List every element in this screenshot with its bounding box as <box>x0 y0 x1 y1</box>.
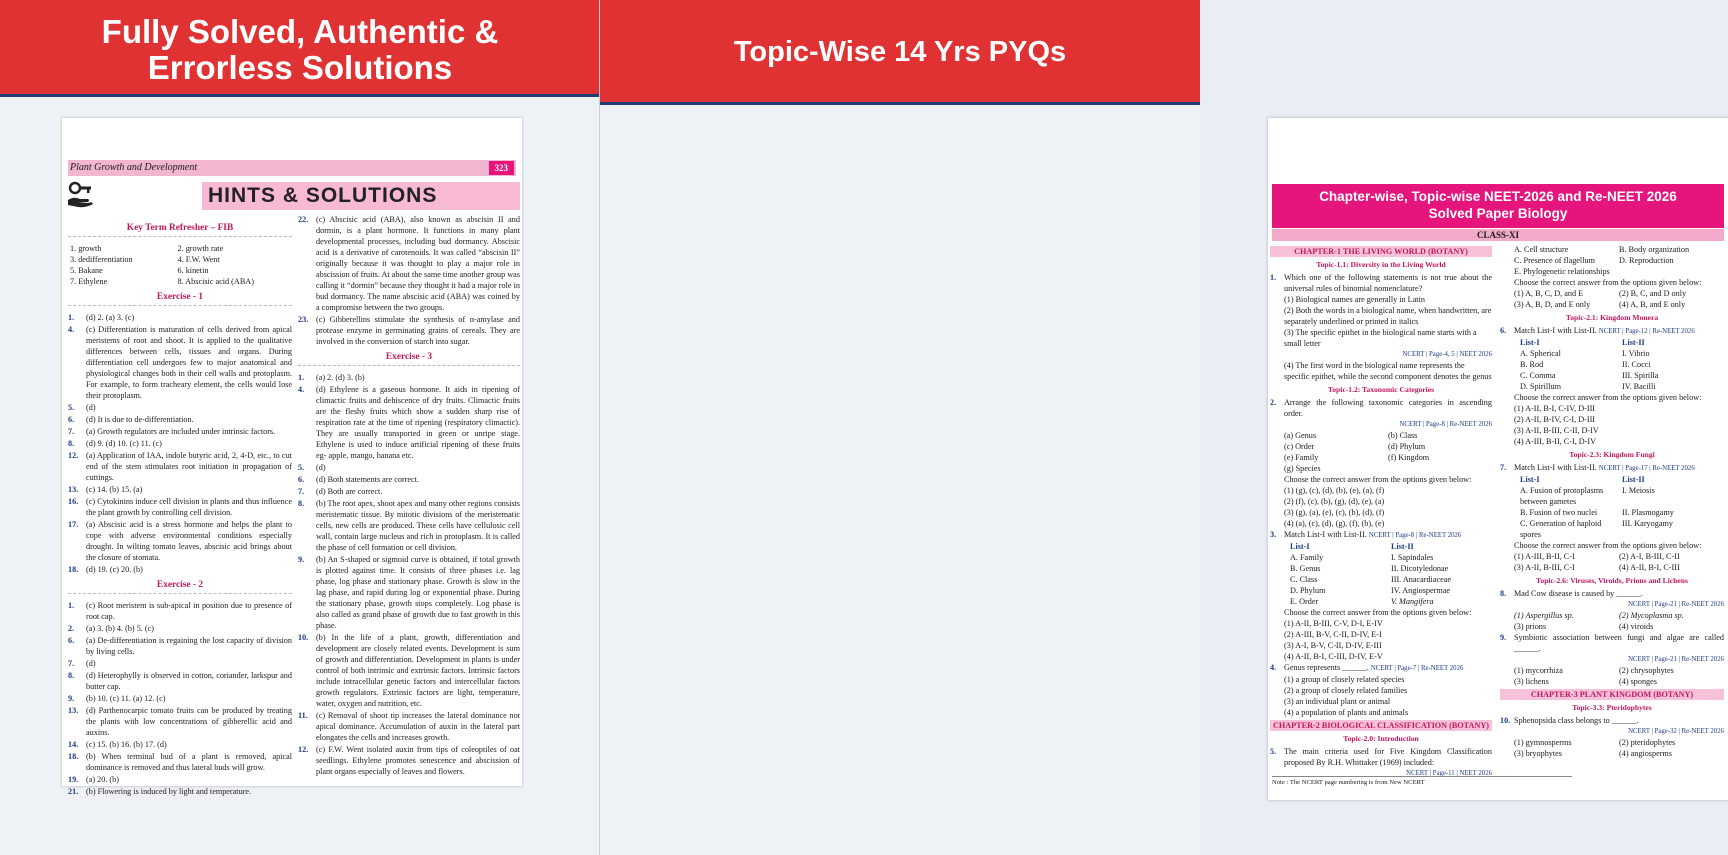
question-4: 4. Genus represents ______. NCERT | Page-7 | Re-NEET 2026 <box>1270 663 1464 672</box>
answer-text: (c) Removal of shoot tip increases the lateral dominance not apical dominance. Accumulation of auxin in the lateral part elongates the cells and increases growth. <box>316 711 520 742</box>
answer-text: (d) It is due to de-differentiation. <box>86 415 194 424</box>
answer-text: (d) Parthenocarpic tomato fruits can be produced by treating the plants with low concentrations of gibberellic acid and auxins. <box>86 706 292 737</box>
fib-answers <box>68 243 292 287</box>
q7-row: C. Generation of haploid spores III. Karyogamy <box>1520 519 1673 539</box>
q3-row: C. Class III. Anacardiaceae <box>1290 575 1451 584</box>
q2-reference: NCERT | Page-8 | Re-NEET 2026 <box>1399 421 1492 428</box>
answer-number: 9. <box>68 694 75 703</box>
q4-option-1: (1) a group of closely related species <box>1284 675 1405 684</box>
q6-option-3: (3) A-II, B-III, C-II, D-IV <box>1514 426 1599 435</box>
q10-reference: NCERT | Page-32 | Re-NEET 2026 <box>1628 728 1724 735</box>
q5-statements: A. Cell structure B. Body organization C. Presence of flagellum D. Reproduction E. Phylogenetic relationships <box>1514 245 1690 276</box>
answer-text: (c) Abscisic acid (ABA), also known as abscisin II and dormin, is a plant hormone. It functions in many plant developmental processes, including bud dormancy. Abscisic acid is a derivative of carotenoids. It was called “abscisin II” originally because it was thought to play a major role in abscission of fruits. At about the same time another group was calling it “dormin” because they thought it had a major role in bud dormancy. The name abscisic acid (ABA) was coined by a compromise between the two groups. <box>316 215 520 312</box>
answer-item <box>68 774 292 785</box>
q3-option-4: (4) A-II, B-I, C-III, D-IV, E-V <box>1284 652 1383 661</box>
answer-text: (c) Root meristem is sub-apical in position due to presence of root cap. <box>86 601 292 621</box>
answer-text: (d) <box>86 403 96 412</box>
section-exercise-2-heading: Exercise - 2 <box>68 580 292 594</box>
fib-item: 5. Bakane <box>70 266 103 275</box>
q8-reference: NCERT | Page-21 | Re-NEET 2026 <box>1628 601 1724 608</box>
answer-item <box>68 484 292 495</box>
paper-column-1 <box>1270 244 1492 779</box>
topic-1-2-heading: Topic-1.2: Taxonomic Categories <box>1327 385 1435 394</box>
fib-item: 1. growth <box>70 244 102 253</box>
answer-text: (d) Ethylene is a gaseous hormone. It aids in ripening of climactic fruits and dehiscence of dry fruits. Climactic fruits are the fleshy fruits which show a sudden sharp rise of respiration rate at the time of ripening (respiratory climactic). They are usually transported in green or unripe stage. Ethylene is used to induce artificial ripening of these fruits eg- apple, mango, banana etc. <box>316 385 520 460</box>
q5-prompt: Choose the correct answer from the options given below: <box>1514 278 1702 287</box>
q2-option-2: (2) (f), (c), (b), (g), (d), (e), (a) <box>1284 497 1385 506</box>
answer-item <box>68 635 292 657</box>
q6-row: D. Spirillum IV. Bacilli <box>1520 382 1656 391</box>
answer-number: 12. <box>68 451 79 460</box>
answer-text: (c) 15. (b) 16. (b) 17. (d) <box>86 740 167 749</box>
fib-item: 4. F.W. Went <box>177 255 220 264</box>
answer-item <box>298 632 520 709</box>
exercise-2-continued <box>298 214 520 347</box>
answer-number: 21. <box>68 787 79 796</box>
q6-prompt: Choose the correct answer from the options given below: <box>1514 393 1702 402</box>
answer-text: (b) When terminal bud of a plant is removed, apical dominance is removed and thus lateral buds will grow. <box>86 752 292 772</box>
answer-item <box>68 564 292 575</box>
answer-number: 13. <box>68 706 79 715</box>
answer-text: (a) 20. (b) <box>86 775 119 784</box>
chapter-1-heading: CHAPTER-1 THE LIVING WORLD (BOTANY) <box>1270 246 1492 257</box>
question-1: 1. Which one of the following statements is not true about the universal rules of binomial nomenclature? <box>1270 273 1492 293</box>
answer-text: (c) Differentiation is maturation of cells derived from apical meristems of root and shoot. It is applied to the qualitative differences between cells, tissues and organs. During differentiation cell undergoes few to major anatomical and physiological changes both in their cell walls and protoplasm. For example, to form tracheary element, the cells would lose their protoplasm. <box>86 325 292 400</box>
answer-number: 10. <box>298 633 309 642</box>
question-3: 3. Match List-I with List-II. NCERT | Page-8 | Re-NEET 2026 <box>1270 530 1462 539</box>
class-bar: CLASS-XI <box>1272 229 1724 241</box>
answer-text: (b) In the life of a plant, growth, differentiation and development are closely related events. Development is sum of growth and differentiation. Development in plants is under control of both intrinsic and extrinsic factors. Intrinsic factors include intracellular genetic factors and intercellular factors growth regulators. Extrinsic factors are light, temperature, water, oxygen and nutrition, etc. <box>316 633 520 708</box>
q6-option-2: (2) A-II, B-IV, C-I, D-III <box>1514 415 1596 424</box>
hints-solutions-title: HINTS & SOLUTIONS <box>202 182 520 210</box>
q8-options: (1) Aspergillus sp. (2) Mycoplasma sp. (3) prions (4) viroids <box>1514 611 1684 631</box>
q4-option-2: (2) a group of closely related families <box>1284 686 1408 695</box>
answer-number: 22. <box>298 215 309 224</box>
section-fib-heading: Key Term Refresher – FIB <box>68 223 292 237</box>
answer-text: (a) Application of IAA, indole butyric acid, 2, 4-D, etc., to cut end of the stem stimulates root initiation in propagation of cuttings. <box>86 451 292 482</box>
answer-item <box>68 324 292 401</box>
answer-item <box>68 450 292 483</box>
answer-item <box>68 496 292 518</box>
answer-number: 8. <box>298 499 305 508</box>
q1-reference: NCERT | Page-4, 5 | NEET 2026 <box>1402 351 1492 358</box>
left-column-2 <box>298 214 520 778</box>
topic-1-1-heading: Topic-1.1: Diversity in the Living World <box>1316 260 1446 269</box>
answer-number: 11. <box>298 711 308 720</box>
exercise-2-answers <box>68 600 292 797</box>
answer-item <box>68 402 292 413</box>
fib-item: 2. growth rate <box>177 244 224 253</box>
answer-item <box>298 744 520 777</box>
q7-list-headers: List-I List-II <box>1520 475 1645 484</box>
answer-number: 7. <box>68 427 75 436</box>
answer-item <box>298 474 520 485</box>
hints-solutions-page <box>62 118 522 796</box>
answer-number: 9. <box>298 555 305 564</box>
topic-2-3-heading: Topic-2.3: Kingdom Fungi <box>1569 450 1655 459</box>
answer-number: 7. <box>68 659 75 668</box>
fib-item: 6. kinetin <box>177 266 209 275</box>
answer-text: (b) Flowering is induced by light and temperature. <box>86 787 252 796</box>
answer-text: (c) F.W. Went isolated auxin from tips of coleoptiles of oat seedlings. Ethylene promotes senescence and abscission of plant organs especially of leaves and flowers. <box>316 745 520 776</box>
answer-text: (a) 2. (d) 3. (b) <box>316 373 365 382</box>
q2-option-1: (1) (g), (c), (d), (b), (e), (a), (f) <box>1284 486 1385 495</box>
left-banner-line1: Fully Solved, Authentic & <box>101 13 499 50</box>
key-hand-icon <box>66 180 94 208</box>
answer-number: 17. <box>68 520 79 529</box>
answer-text: (c) Gibberellins stimulate the synthesis of α-amylase and protease enzyme in germinating grains of cereals. They are involved in the conversion of starch into sugar. <box>316 315 520 346</box>
answer-text: (a) 3. (b) 4. (b) 5. (c) <box>86 624 154 633</box>
q2-option-4: (4) (a), (c), (d), (g), (f), (b), (e) <box>1284 519 1385 528</box>
q4-option-4: (4) a population of plants and animals <box>1284 708 1409 717</box>
answer-item <box>68 786 292 797</box>
answer-item <box>68 623 292 634</box>
answer-text: (c) Cytokinins induce cell division in plants and thus influence the plant growth by controlling cell division. <box>86 497 292 517</box>
answer-text: (a) Growth regulators are included under intrinsic factors. <box>86 427 276 436</box>
q1-option-2: (2) Both the words in a biological name, when handwritten, are separately underlined or printed in italics <box>1284 306 1492 326</box>
running-head <box>68 160 516 176</box>
paper-column-2 <box>1500 244 1724 759</box>
q6-row: C. Comma III. Spirilla <box>1520 371 1659 380</box>
answer-item <box>68 670 292 692</box>
q3-option-3: (3) A-I, B-V, C-II, D-IV, E-III <box>1284 641 1382 650</box>
answer-number: 8. <box>68 439 75 448</box>
question-5: 5. The main criteria used for Five Kingdom Classification proposed By R.H. Whittaker (1969) included: <box>1270 747 1492 767</box>
q4-option-3: (3) an individual plant or animal <box>1284 697 1391 706</box>
chapter-3-heading: CHAPTER-3 PLANT KINGDOM (BOTANY) <box>1500 689 1724 700</box>
answer-item <box>298 214 520 313</box>
q9-reference: NCERT | Page-21 | Re-NEET 2026 <box>1628 656 1724 663</box>
answer-item <box>298 498 520 553</box>
paper-header-line2: Solved Paper Biology <box>1428 206 1568 221</box>
answer-item <box>298 462 520 473</box>
answer-number: 1. <box>68 313 75 322</box>
answer-number: 5. <box>68 403 75 412</box>
q2-option-3: (3) (g), (a), (e), (c), (b), (d), (f) <box>1284 508 1385 517</box>
q3-option-1: (1) A-II, B-III, C-V, D-I, E-IV <box>1284 619 1383 628</box>
q7-row: A. Fusion of protoplasms between gametes I. Meiosis <box>1520 486 1655 506</box>
q7-options: (1) A-III, B-II, C-I (2) A-I, B-III, C-II (3) A-II, B-III, C-I (4) A-II, B-I, C-III <box>1514 552 1680 572</box>
answer-item <box>298 486 520 497</box>
topic-2-1-heading: Topic-2.1: Kingdom Monera <box>1565 313 1659 322</box>
q5-reference: NCERT | Page-11 | NEET 2026 <box>1406 770 1492 777</box>
q10-options: (1) gymnosperms (2) pteridophytes (3) bryophytes (4) angiosperms <box>1514 738 1676 758</box>
answer-item <box>68 519 292 563</box>
answer-number: 16. <box>68 497 79 506</box>
fib-item: 8. Abscisic acid (ABA) <box>177 277 254 286</box>
answer-text: (c) 14. (b) 15. (a) <box>86 485 143 494</box>
question-10: 10. Sphenopsida class belongs to ______. <box>1500 716 1639 725</box>
q3-row: D. Phylum IV. Angiospermae <box>1290 586 1450 595</box>
question-8: 8. Mad Cow disease is caused by ______. <box>1500 589 1643 598</box>
answer-number: 14. <box>68 740 79 749</box>
answer-item <box>68 693 292 704</box>
q7-prompt: Choose the correct answer from the options given below: <box>1514 541 1702 550</box>
q3-option-2: (2) A-III, B-V, C-II, D-IV, E-I <box>1284 630 1382 639</box>
answer-text: (d) 9. (d) 10. (c) 11. (c) <box>86 439 162 448</box>
q5-options: (1) A, B, C, D, and E (2) B, C, and D only (3) A, B, D, and E only (4) A, B, and E only <box>1514 289 1687 309</box>
answer-item <box>68 739 292 750</box>
answer-number: 8. <box>68 671 75 680</box>
ncert-note: Note : The NCERT page numbering is from New NCERT <box>1272 776 1572 786</box>
right-panel <box>600 0 1724 855</box>
topic-3-3-heading: Topic-3.3: Pteridophytes <box>1572 703 1652 712</box>
answer-item <box>68 705 292 738</box>
q6-row: A. Spherical I. Vibrio <box>1520 349 1650 358</box>
exercise-3-answers <box>298 372 520 777</box>
left-banner-line2: Errorless Solutions <box>147 49 453 86</box>
answer-item <box>298 314 520 347</box>
answer-item <box>298 710 520 743</box>
answer-item <box>298 384 520 461</box>
answer-number: 7. <box>298 487 305 496</box>
q6-option-1: (1) A-II, B-I, C-IV, D-III <box>1514 404 1596 413</box>
answer-number: 18. <box>68 752 79 761</box>
answer-text: (d) <box>316 463 326 472</box>
answer-text: (d) 2. (a) 3. (c) <box>86 313 135 322</box>
answer-number: 23. <box>298 315 309 324</box>
question-9: 9. Symbiotic association between fungi and algae are called ______. <box>1500 633 1724 653</box>
topic-2-0-heading: Topic-2.0: Introduction <box>1343 734 1419 743</box>
running-head-title: Plant Growth and Development <box>70 162 198 173</box>
q6-list-headers: List-I List-II <box>1520 338 1645 347</box>
left-column-1 <box>68 218 292 798</box>
answer-item <box>68 600 292 622</box>
answer-item <box>68 414 292 425</box>
left-banner <box>0 0 600 97</box>
q2-prompt: Choose the correct answer from the options given below: <box>1284 475 1472 484</box>
q2-items: (a) Genus (b) Class (c) Order (d) Phylum (e) Family (f) Kingdom (g) Species <box>1284 431 1430 473</box>
right-banner: Topic-Wise 14 Yrs PYQs <box>600 0 1200 105</box>
answer-number: 1. <box>298 373 305 382</box>
section-exercise-1-heading: Exercise - 1 <box>68 292 292 306</box>
q9-options: (1) mycorrhiza (2) chrysophytes (3) lichens (4) sponges <box>1514 666 1674 686</box>
answer-text: (a) De-differentiation is regaining the lost capacity of division by living cells. <box>86 636 292 656</box>
answer-number: 2. <box>68 624 75 633</box>
answer-text: (d) Both are correct. <box>316 487 383 496</box>
q7-row: B. Fusion of two nuclei II. Plasmogamy <box>1520 508 1674 517</box>
answer-text: (a) Abscisic acid is a stress hormone and helps the plant to cope with adverse environmental conditions especially drought. In wilting tomato leaves, abscisic acid brings about the closure of stomata. <box>86 520 292 562</box>
answer-number: 6. <box>298 475 305 484</box>
answer-number: 6. <box>68 415 75 424</box>
question-7: 7. Match List-I with List-II. NCERT | Page-17 | Re-NEET 2026 <box>1500 463 1695 472</box>
answer-text: (b) 10. (c) 11. (a) 12. (c) <box>86 694 166 703</box>
left-panel <box>0 0 600 855</box>
answer-number: 5. <box>298 463 305 472</box>
paper-header <box>1272 184 1724 228</box>
exercise-1-answers <box>68 312 292 575</box>
answer-text: (d) 19. (c) 20. (b) <box>86 565 143 574</box>
q3-prompt: Choose the correct answer from the options given below: <box>1284 608 1472 617</box>
answer-item <box>298 372 520 383</box>
answer-number: 12. <box>298 745 309 754</box>
question-2: 2. Arrange the following taxonomic categories in ascending order. <box>1270 398 1492 418</box>
fib-item: 3. dedifferentiation <box>70 255 133 264</box>
q6-row: B. Rod II. Cocci <box>1520 360 1651 369</box>
fib-item: 7. Ethylene <box>70 277 108 286</box>
q1-option-1: (1) Biological names are generally in Latin <box>1284 295 1425 304</box>
answer-text: (d) <box>86 659 96 668</box>
answer-item <box>68 312 292 323</box>
answer-text: (b) The root apex, shoot apex and many other regions consists meristematic tissue. By mitotic divisions of the meristematic cells, new cells are produced. These cells have cellulosic cell wall, contain large nucleus and rich in protoplasm. It is called the phase of cell formation or cell division. <box>316 499 520 552</box>
answer-text: (d) Both statements are correct. <box>316 475 419 484</box>
q3-row: A. Family I. Sapindales <box>1290 553 1434 562</box>
answer-item <box>68 751 292 773</box>
question-6: 6. Match List-I with List-II. NCERT | Page-12 | Re-NEET 2026 <box>1500 326 1695 335</box>
answer-number: 13. <box>68 485 79 494</box>
answer-item <box>298 554 520 631</box>
answer-number: 4. <box>298 385 305 394</box>
answer-number: 18. <box>68 565 79 574</box>
answer-text: (d) Heterophylly is observed in cotton, coriander, larkspur and butter cap. <box>86 671 292 691</box>
q1-option-3: (3) The specific epithet in the biological name starts with a small letter <box>1284 328 1477 348</box>
answer-item <box>68 426 292 437</box>
page-number: 323 <box>489 161 515 175</box>
q1-option-4: (4) The first word in the biological name represents the specific epithet, while the second component denotes the genus <box>1284 361 1492 381</box>
answer-number: 4. <box>68 325 75 334</box>
q6-option-4: (4) A-III, B-II, C-I, D-IV <box>1514 437 1597 446</box>
answer-text: (b) An S-shaped or sigmoid curve is obtained, if total growth is plotted against time. It consists of three phases i.e. lag phase, log phase and stationary phase. Growth is slow in the lag phase, and rapid during log or exponential phase. During the stationary phase, growth stops completely. Log phase is also called as grand phase of growth due to fast growth in this phase. <box>316 555 520 630</box>
topic-2-6-heading: Topic-2.6: Viruses, Viroids, Prions and Lichens <box>1536 576 1688 585</box>
section-exercise-3-heading: Exercise - 3 <box>298 352 520 366</box>
pyq-paper-page <box>1268 118 1728 800</box>
chapter-2-heading: CHAPTER-2 BIOLOGICAL CLASSIFICATION (BOTANY) <box>1270 720 1492 731</box>
q3-row: E. Order V. Mangifera <box>1290 597 1434 606</box>
answer-number: 19. <box>68 775 79 784</box>
answer-number: 1. <box>68 601 75 610</box>
q3-row: B. Genus II. Dicotyledonae <box>1290 564 1449 573</box>
paper-header-line1: Chapter-wise, Topic-wise NEET-2026 and Re-NEET 2026 <box>1319 189 1677 204</box>
answer-item <box>68 658 292 669</box>
answer-number: 6. <box>68 636 75 645</box>
q3-list-headers: List-I List-II <box>1290 542 1414 551</box>
answer-item <box>68 438 292 449</box>
